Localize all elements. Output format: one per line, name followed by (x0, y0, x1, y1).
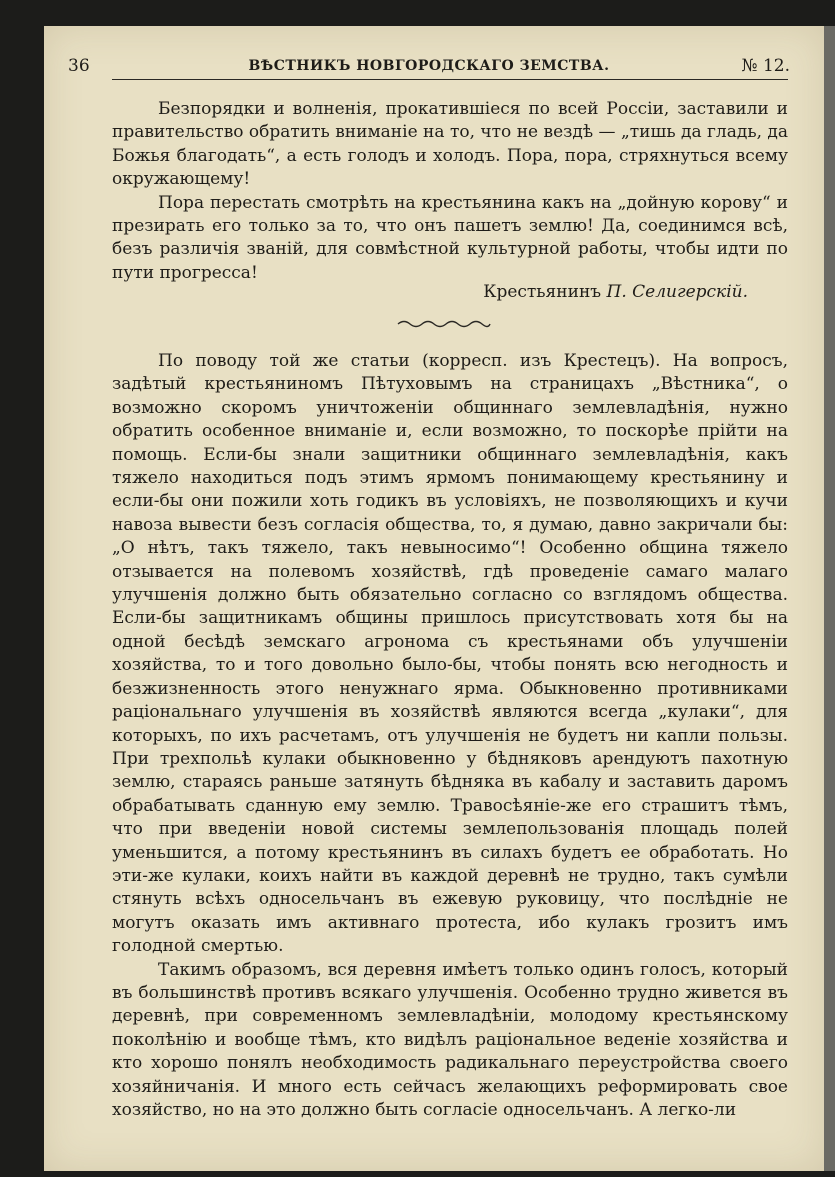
paragraph: Пора перестать смотрѣть на крестьянина какъ на „дойную корову“ и презирать его только за то, что онъ пашетъ землю! Да, соединимся всѣ, безъ различія званій, для совмѣстной культурной работы, чтобы идти по пути прогресса! (112, 192, 788, 283)
signature-name: П. Селигерскій. (606, 282, 748, 302)
section-1-text (112, 98, 788, 285)
page-number: 36 (68, 56, 90, 76)
paragraph: По поводу той же статьи (корресп. изъ Крестецъ). На вопросъ, задѣтый крестьяниномъ Пѣтуховымъ на страницахъ „Вѣстника“, о возможно скоромъ уничтоженіи общиннаго землевладѣнія, нужно обратить особенное вниманіе и, если возможно, то поскорѣе прійти на помощь. Если-бы знали защитники общиннаго землевладѣнія, какъ тяжело находиться подъ этимъ ярмомъ понимающему крестьянину и если-бы они пожили хоть годикъ въ условіяхъ, не позволяющихъ и кучи навоза вывести безъ согласія общества, то, я думаю, давно закричали бы: „О нѣтъ, такъ тяжело, такъ невыносимо“! Особенно община тяжело отзывается на полевомъ хозяйствѣ, гдѣ проведеніе самаго малаго улучшенія должно быть обязательно согласно со взглядомъ общества. Если-бы защитникамъ общины пришлось присутствовать хотя бы на одной бесѣдѣ земскаго агронома съ крестьянами объ улучшеніи хозяйства, то и того довольно было-бы, чтобы понять всю негодность и безжизненность этого ненужнаго ярма. Обыкновенно противниками раціональнаго улучшенія въ хозяйствѣ являются всегда „кулаки“, для которыхъ, по ихъ расчетамъ, отъ улучшенія не будетъ ни капли пользы. При трехпольѣ кулаки обыкновенно у бѣдняковъ арендуютъ пахотную землю, стараясь раньше затянуть бѣдняка въ кабалу и заставить даромъ обрабатывать сданную ему землю. Травосѣяніе-же его страшитъ тѣмъ, что при введеніи новой системы землепользованія площадь полей уменьшится, а потому крестьянинъ въ силахъ будетъ ее обработать. Но эти-же кулаки, коихъ найти въ каждой деревнѣ не трудно, такъ сумѣли стянуть всѣхъ односельчанъ въ ежевую руковицу, что послѣдніе не могутъ оказать имъ активнаго протеста, ибо кулакъ грозитъ имъ голодной смертью. (112, 351, 789, 957)
section-2-text (112, 350, 788, 1122)
issue-number: № 12. (741, 56, 790, 76)
article-lead: По поводу той же статьи (158, 351, 410, 371)
signature (112, 282, 748, 302)
paragraph: Такимъ образомъ, вся деревня имѣетъ только одинъ голосъ, который въ большинствѣ противъ всякаго улучшенія. Особенно трудно живется въ деревнѣ, при современномъ землевладѣніи, молодому крестьянскому поколѣнію и вообще тѣмъ, кто видѣлъ раціональное веденіе хозяйства и кто хорошо понялъ необходимость радикальнаго переустройства своего хозяйничанія. И много есть сейчасъ желающихъ реформировать свое хозяйство, но на это должно быть согласіе односельчанъ. А легко-ли (112, 959, 788, 1120)
decorative-separator (396, 318, 492, 330)
header-rule (112, 79, 788, 80)
signature-role: Крестьянинъ (483, 282, 602, 302)
paragraph: Безпорядки и волненія, прокатившіеся по всей Россіи, заставили и правительство обратить вниманіе на то, что не вездѣ — „тишь да гладь, да Божья благодать“, а есть голодъ и холодъ. Пора, пора, стряхнуться всему окружающему! (112, 99, 788, 190)
journal-title: ВѢСТНИКЪ НОВГОРОДСКАГО ЗЕМСТВА. (248, 58, 610, 74)
page-edge-strip (824, 26, 835, 1171)
